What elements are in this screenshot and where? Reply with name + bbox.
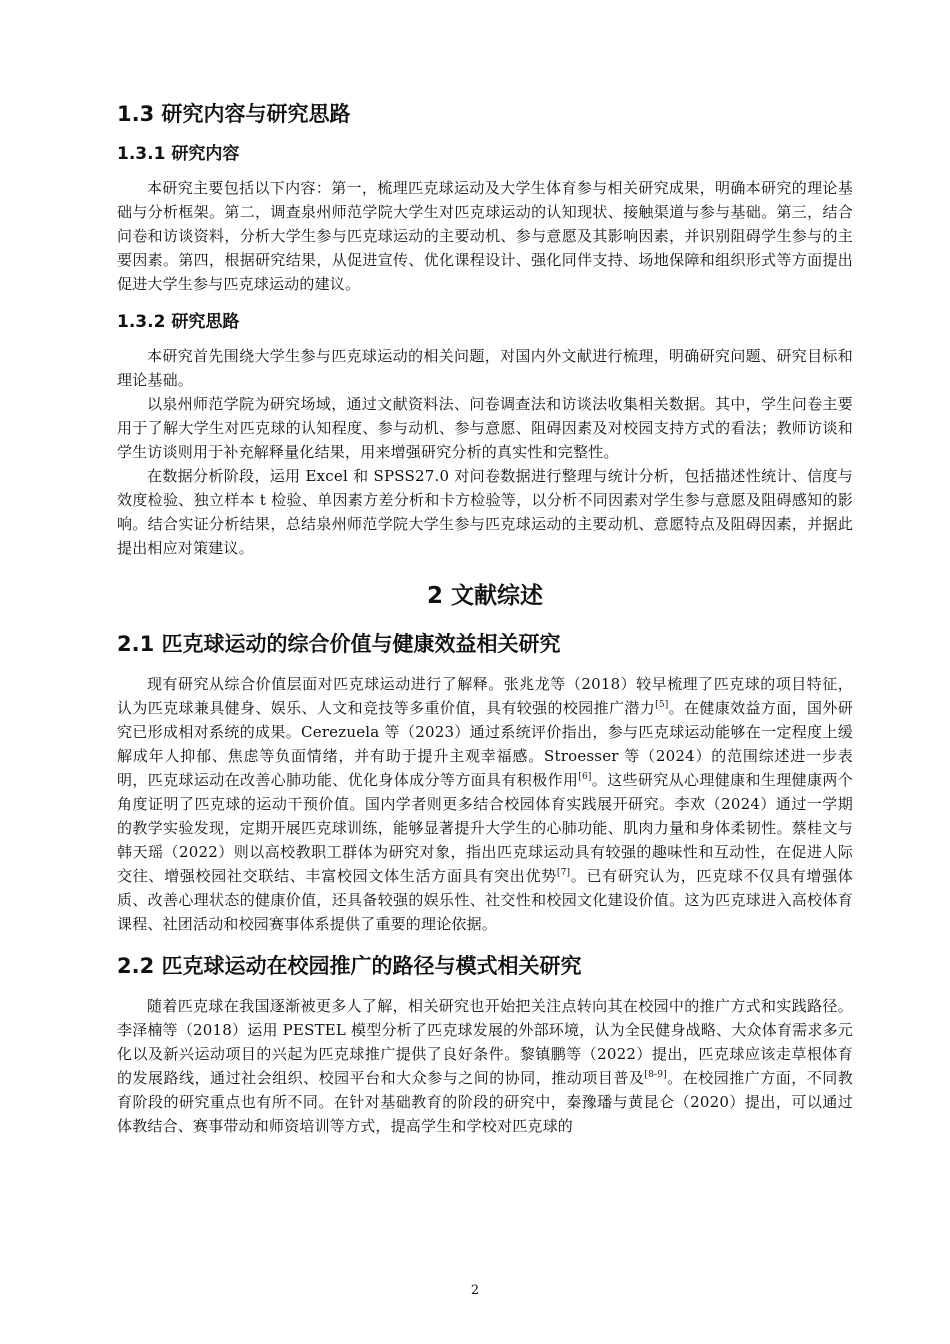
text-segment: 。已有研究认为，匹克球不仅具有增强体质、改善心理状态的健康价值，还具备较强的娱乐性、社交性和校园文化建设价值。这为匹克球进入高校体育课程、社团活动和校园赛事体系提供了重要的理论依据。 [117, 867, 854, 933]
section-heading-1-3: 1.3 研究内容与研究思路 [117, 102, 351, 126]
subsection-heading-1-3-2: 1.3.2 研究思路 [117, 312, 240, 332]
paragraph-research-approach-3: 在数据分析阶段，运用 Excel 和 SPSS27.0 对问卷数据进行整理与统计分析，包括描述性统计、信度与效度检验、独立样本 t 检验、单因素方差分析和卡方检验等，以分析不同因素对学生参与意愿及阻碍感知的影响。结合实证分析结果，总结泉州师范学院大学生参与匹克球运动的主要动机、意愿特点及阻碍因素，并据此提出相应对策建议。 [117, 467, 853, 557]
section-heading-2-1: 2.1 匹克球运动的综合价值与健康效益相关研究 [117, 632, 561, 656]
paragraph-research-approach-1: 本研究首先围绕大学生参与匹克球运动的相关问题，对国内外文献进行梳理，明确研究问题、研究目标和理论基础。 [117, 347, 853, 389]
section-heading-2-2: 2.2 匹克球运动在校园推广的路径与模式相关研究 [117, 954, 582, 978]
paragraph-research-content: 本研究主要包括以下内容：第一，梳理匹克球运动及大学生体育参与相关研究成果，明确本研究的理论基础与分析框架。第二，调查泉州师范学院大学生对匹克球运动的认知现状、接触渠道与参与基础。第三，结合问卷和访谈资料，分析大学生参与匹克球运动的主要动机、参与意愿及其影响因素，并识别阻碍学生参与的主要因素。第四，根据研究结果，从促进宣传、优化课程设计、强化同伴支持、场地保障和组织形式等方面提出促进大学生参与匹克球运动的建议。 [117, 179, 853, 293]
paragraph-literature-2-1 [117, 672, 853, 936]
text-segment: 。在校园推广方面，不同教育阶段的研究重点也有所不同。在针对基础教育的阶段的研究中，秦豫璠与黄昆仑（2020）提出，可以通过体教结合、赛事带动和师资培训等方式，提高学生和学校对匹克球的 [117, 1069, 853, 1135]
page-content [117, 98, 853, 1138]
text-segment: 。在健康效益方面，国外研究已形成相对系统的成果。Cerezuela 等（2023）通过系统评价指出，参与匹克球运动能够在一定程度上缓解成年人抑郁、焦虑等负面情绪，并有助于提升主观幸福感。Stroesser 等（2024）的范围综述进一步表明，匹克球运动在改善心肺功能、优化身体成分等方面具有积极作用 [117, 699, 853, 789]
subsection-heading-1-3-1: 1.3.1 研究内容 [117, 144, 240, 164]
citation-ref: [8-9] [644, 1070, 667, 1080]
chapter-heading-2: 2 文献综述 [426, 583, 543, 609]
paragraph-research-approach-2: 以泉州师范学院为研究场域，通过文献资料法、问卷调查法和访谈法收集相关数据。其中，学生问卷主要用于了解大学生对匹克球的认知程度、参与动机、参与意愿、阻碍因素及对校园支持方式的看法；教师访谈和学生访谈则用于补充解释量化结果，用来增强研究分析的真实性和完整性。 [117, 395, 853, 461]
page-number: 2 [470, 1283, 480, 1298]
citation-ref: [6] [578, 772, 592, 782]
citation-ref: [5] [655, 700, 669, 710]
citation-ref: [7] [556, 868, 571, 878]
text-segment: 现有研究从综合价值层面对匹克球运动进行了解释。张兆龙等（2018）较早梳理了匹克球的项目特征，认为匹克球兼具健身、娱乐、人文和竞技等多重价值，具有较强的校园推广潜力 [117, 675, 853, 717]
text-segment: 。这些研究从心理健康和生理健康两个角度证明了匹克球的运动干预价值。国内学者则更多结合校园体育实践展开研究。李欢（2024）通过一学期的教学实验发现，定期开展匹克球训练，能够显著提升大学生的心肺功能、肌肉力量和身体柔韧性。蔡桂文与韩天瑶（2022）则以高校教职工群体为研究对象，指出匹克球运动具有较强的趣味性和互动性，在促进人际交往、增强校园社交联结、丰富校园文体生活方面具有突出优势 [117, 771, 853, 885]
text-segment: 随着匹克球在我国逐渐被更多人了解，相关研究也开始把关注点转向其在校园中的推广方式和实践路径。李泽楠等（2018）运用 PESTEL 模型分析了匹克球发展的外部环境，认为全民健身战略、大众体育需求多元化以及新兴运动项目的兴起为匹克球推广提供了良好条件。黎镇鹏等（2022）提出，匹克球应该走草根体育的发展路线，通过社会组织、校园平台和大众参与之间的协同，推动项目普及 [117, 997, 853, 1087]
paragraph-literature-2-2 [117, 994, 853, 1138]
